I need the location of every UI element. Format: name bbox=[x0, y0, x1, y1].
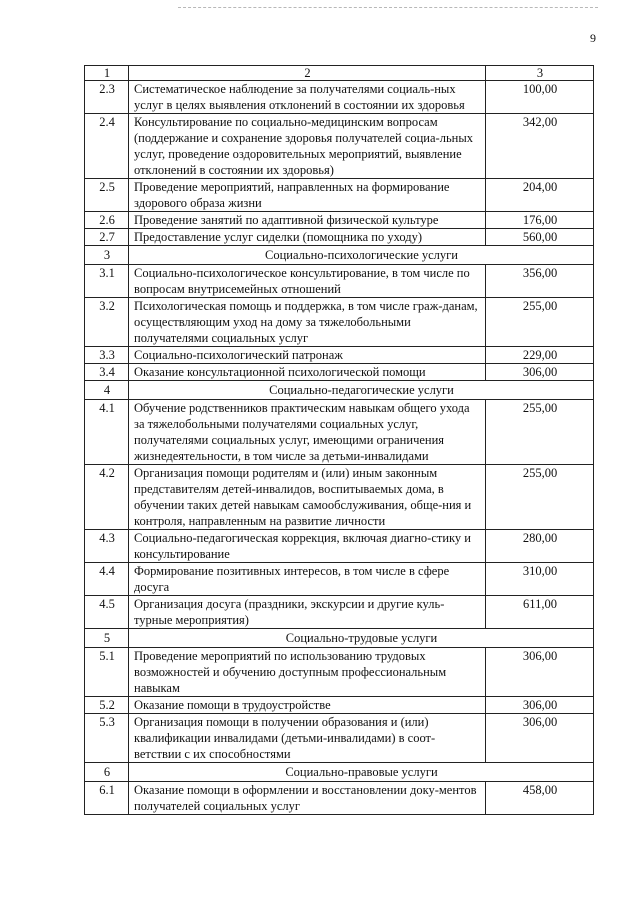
service-number: 5.3 bbox=[85, 714, 129, 763]
service-name: Оказание консультационной психологической помощи bbox=[129, 364, 486, 381]
column-number-row bbox=[85, 66, 594, 81]
service-number: 3.3 bbox=[85, 347, 129, 364]
table-row bbox=[85, 714, 594, 763]
table-row bbox=[85, 229, 594, 246]
table-row bbox=[85, 298, 594, 347]
service-number: 2.5 bbox=[85, 179, 129, 212]
service-name: Обучение родственников практическим навыкам общего ухода за тяжелобольными получателями социальных услуг, получателями социальных услуг, имеющими ограничения жизнедеятельности, в том числе за детьми-инвалидами bbox=[129, 400, 486, 465]
section-number: 3 bbox=[85, 246, 129, 265]
service-name: Организация помощи в получении образования и (или) квалификации инвалидами (детьми-инвалидами) в соот-ветствии с их способностями bbox=[129, 714, 486, 763]
service-name: Социально-психологическое консультирование, в том числе по вопросам внутрисемейных отношений bbox=[129, 265, 486, 298]
scan-top-line bbox=[178, 7, 598, 8]
service-price: 306,00 bbox=[486, 714, 594, 763]
section-row bbox=[85, 763, 594, 782]
services-price-table bbox=[84, 65, 594, 815]
service-number: 4.4 bbox=[85, 563, 129, 596]
service-price: 306,00 bbox=[486, 648, 594, 697]
service-name: Проведение мероприятий, направленных на формирование здорового образа жизни bbox=[129, 179, 486, 212]
service-name: Организация помощи родителям и (или) иным законным представителям детей-инвалидов, воспитываемых дома, в обучении таких детей навыкам самообслуживания, обще-ния и контроля, направленным на развитие личности bbox=[129, 465, 486, 530]
table-row bbox=[85, 179, 594, 212]
service-number: 4.1 bbox=[85, 400, 129, 465]
service-name: Оказание помощи в оформлении и восстановлении доку-ментов получателей социальных услуг bbox=[129, 782, 486, 815]
table-row bbox=[85, 347, 594, 364]
service-price: 255,00 bbox=[486, 465, 594, 530]
service-price: 255,00 bbox=[486, 298, 594, 347]
table-row bbox=[85, 400, 594, 465]
service-number: 2.3 bbox=[85, 81, 129, 114]
service-name: Социально-психологический патронаж bbox=[129, 347, 486, 364]
service-price: 229,00 bbox=[486, 347, 594, 364]
section-row bbox=[85, 246, 594, 265]
section-title: Социально-правовые услуги bbox=[129, 763, 594, 782]
section-row bbox=[85, 381, 594, 400]
service-price: 306,00 bbox=[486, 364, 594, 381]
table-row bbox=[85, 596, 594, 629]
service-price: 611,00 bbox=[486, 596, 594, 629]
section-number: 6 bbox=[85, 763, 129, 782]
service-number: 2.4 bbox=[85, 114, 129, 179]
section-title: Социально-трудовые услуги bbox=[129, 629, 594, 648]
service-number: 3.4 bbox=[85, 364, 129, 381]
section-title: Социально-психологические услуги bbox=[129, 246, 594, 265]
table-row bbox=[85, 212, 594, 229]
service-number: 4.5 bbox=[85, 596, 129, 629]
service-name: Социально-педагогическая коррекция, включая диагно-стику и консультирование bbox=[129, 530, 486, 563]
service-number: 6.1 bbox=[85, 782, 129, 815]
section-number: 5 bbox=[85, 629, 129, 648]
service-name: Систематическое наблюдение за получателями социаль-ных услуг в целях выявления отклонений в состоянии их здоровья bbox=[129, 81, 486, 114]
service-price: 255,00 bbox=[486, 400, 594, 465]
service-name: Формирование позитивных интересов, в том числе в сфере досуга bbox=[129, 563, 486, 596]
table-row bbox=[85, 364, 594, 381]
table-row bbox=[85, 465, 594, 530]
section-title: Социально-педагогические услуги bbox=[129, 381, 594, 400]
section-number: 4 bbox=[85, 381, 129, 400]
service-number: 3.2 bbox=[85, 298, 129, 347]
page-number: 9 bbox=[590, 31, 596, 45]
service-number: 4.3 bbox=[85, 530, 129, 563]
service-name: Оказание помощи в трудоустройстве bbox=[129, 697, 486, 714]
service-name: Предоставление услуг сиделки (помощника по уходу) bbox=[129, 229, 486, 246]
service-number: 4.2 bbox=[85, 465, 129, 530]
service-price: 100,00 bbox=[486, 81, 594, 114]
service-number: 2.7 bbox=[85, 229, 129, 246]
service-number: 5.1 bbox=[85, 648, 129, 697]
service-name: Психологическая помощь и поддержка, в том числе граж-данам, осуществляющим уход на дому за тяжелобольными получателями социальных услуг bbox=[129, 298, 486, 347]
service-name: Проведение мероприятий по использованию трудовых возможностей и обучению доступным профессиональным навыкам bbox=[129, 648, 486, 697]
table-row bbox=[85, 81, 594, 114]
table-row bbox=[85, 697, 594, 714]
service-number: 3.1 bbox=[85, 265, 129, 298]
service-price: 342,00 bbox=[486, 114, 594, 179]
service-number: 2.6 bbox=[85, 212, 129, 229]
service-price: 204,00 bbox=[486, 179, 594, 212]
table-body bbox=[85, 81, 594, 815]
service-price: 280,00 bbox=[486, 530, 594, 563]
service-name: Организация досуга (праздники, экскурсии и другие куль-турные мероприятия) bbox=[129, 596, 486, 629]
service-name: Проведение занятий по адаптивной физической культуре bbox=[129, 212, 486, 229]
table-row bbox=[85, 782, 594, 815]
column-header-2: 2 bbox=[129, 66, 486, 81]
service-number: 5.2 bbox=[85, 697, 129, 714]
service-name: Консультирование по социально-медицинским вопросам (поддержание и сохранение здоровья получателей социа-льных услуг, проведение оздоровительных мероприятий, выявление отклонений в состоянии их здоровья) bbox=[129, 114, 486, 179]
table-row bbox=[85, 114, 594, 179]
service-price: 306,00 bbox=[486, 697, 594, 714]
column-header-3: 3 bbox=[486, 66, 594, 81]
column-header-1: 1 bbox=[85, 66, 129, 81]
service-price: 356,00 bbox=[486, 265, 594, 298]
table-row bbox=[85, 530, 594, 563]
service-price: 310,00 bbox=[486, 563, 594, 596]
section-row bbox=[85, 629, 594, 648]
table-row bbox=[85, 563, 594, 596]
table-row bbox=[85, 648, 594, 697]
service-price: 560,00 bbox=[486, 229, 594, 246]
service-price: 176,00 bbox=[486, 212, 594, 229]
table-row bbox=[85, 265, 594, 298]
service-price: 458,00 bbox=[486, 782, 594, 815]
